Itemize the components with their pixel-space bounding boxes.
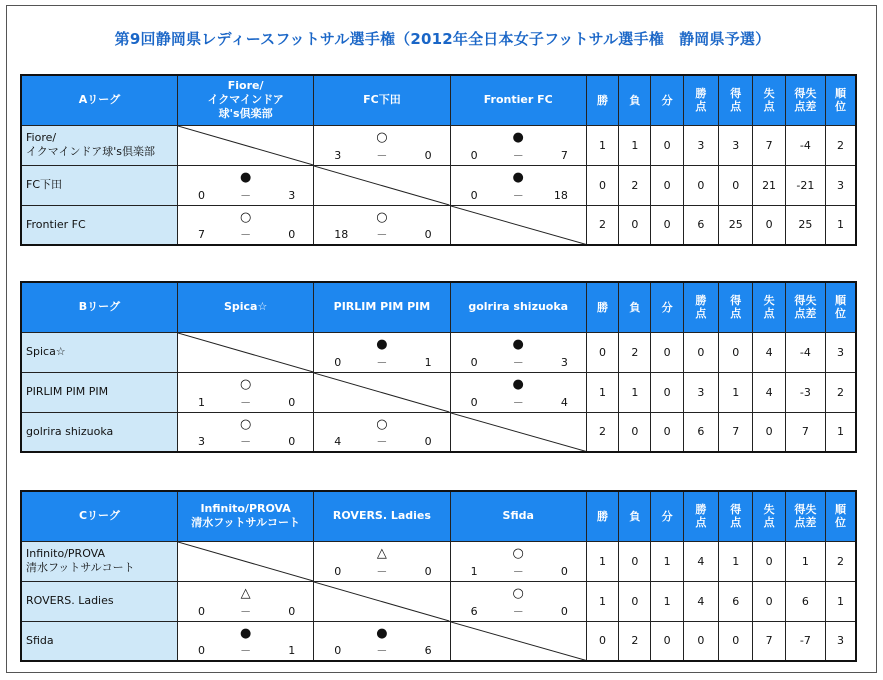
stat-value: 4 (753, 372, 785, 412)
stat-value: 4 (753, 332, 785, 372)
stat-value: 1 (785, 541, 825, 581)
self-match-cell (450, 205, 586, 245)
stat-value: 0 (619, 412, 651, 452)
stat-value: 7 (753, 125, 785, 165)
stat-value: 6 (785, 581, 825, 621)
score-for: 3 (197, 435, 205, 448)
loss-mark-icon: ● (512, 129, 524, 145)
stat-value: 2 (826, 372, 856, 412)
league-table-2 (20, 281, 857, 453)
win-mark-icon: ○ (512, 585, 524, 601)
column-team-header: golrira shizuoka (450, 282, 586, 332)
stat-header: 勝 点 (683, 282, 718, 332)
column-team-header: Infinito/PROVA 清水フットサルコート (177, 491, 313, 541)
table-row (21, 621, 856, 661)
stat-value: 0 (651, 412, 683, 452)
score-for: 3 (334, 148, 342, 162)
stat-value: 6 (683, 205, 718, 245)
stat-value: 25 (719, 205, 753, 245)
stat-value: 0 (719, 621, 753, 661)
stat-value: 7 (785, 412, 825, 452)
match-result-cell (177, 372, 313, 412)
stat-header: 順 位 (826, 491, 856, 541)
score-for: 0 (334, 564, 342, 578)
score-dash: － (512, 148, 524, 162)
stat-value: -7 (785, 621, 825, 661)
score-dash: － (240, 435, 252, 448)
score-against: 0 (560, 564, 568, 578)
stat-value: 0 (586, 621, 618, 661)
score-against: 18 (553, 188, 568, 202)
stat-header: 得失 点差 (785, 282, 825, 332)
loss-mark-icon: ● (512, 169, 524, 185)
stat-value: 1 (586, 125, 618, 165)
stat-header: 勝 (586, 75, 618, 125)
team-name: ROVERS. Ladies (21, 581, 177, 621)
score-for: 0 (197, 604, 205, 618)
score-against: 1 (288, 644, 296, 657)
stat-value: 0 (651, 125, 683, 165)
score-for: 0 (197, 188, 205, 202)
score-dash: － (512, 564, 524, 578)
loss-mark-icon: ● (239, 625, 252, 641)
stat-value: 2 (826, 125, 856, 165)
match-result-cell (177, 621, 313, 661)
self-match-cell (177, 332, 313, 372)
stat-value: 0 (753, 205, 785, 245)
stat-header: 得失 点差 (785, 75, 825, 125)
stat-value: 0 (651, 621, 683, 661)
diagonal-line (178, 126, 313, 165)
stat-value: 7 (753, 621, 785, 661)
stat-value: 0 (719, 332, 753, 372)
stat-header: 分 (651, 75, 683, 125)
stat-value: 1 (619, 125, 651, 165)
team-name: FC下田 (21, 165, 177, 205)
stat-value: 1 (826, 581, 856, 621)
stat-value: 3 (826, 332, 856, 372)
table-row (21, 125, 856, 165)
stat-header: 勝 (586, 491, 618, 541)
stat-value: 0 (753, 581, 785, 621)
loss-mark-icon: ● (239, 169, 252, 185)
league-table-1 (20, 74, 857, 246)
table-row (21, 332, 856, 372)
match-result-cell (450, 125, 586, 165)
stat-value: 4 (683, 581, 718, 621)
win-mark-icon: ○ (376, 129, 388, 145)
score-for: 0 (470, 188, 478, 202)
self-match-cell (314, 165, 450, 205)
diagonal-line (178, 333, 313, 372)
league-name: Aリーグ (21, 75, 177, 125)
score-for: 1 (470, 564, 478, 578)
stat-value: 3 (683, 372, 718, 412)
diagonal-line (314, 166, 449, 205)
win-mark-icon: ○ (376, 209, 388, 225)
stat-value: 0 (651, 332, 683, 372)
win-mark-icon: ○ (239, 209, 252, 225)
score-dash: － (512, 604, 524, 618)
score-against: 0 (424, 148, 432, 162)
stat-value: -21 (785, 165, 825, 205)
self-match-cell (177, 125, 313, 165)
match-result-cell (177, 205, 313, 245)
score-against: 3 (560, 355, 568, 369)
score-against: 0 (424, 228, 432, 241)
stat-value: 3 (683, 125, 718, 165)
score-dash: － (240, 395, 252, 409)
score-against: 7 (560, 148, 568, 162)
stat-header: 得 点 (719, 282, 753, 332)
stat-header: 得失 点差 (785, 491, 825, 541)
table-row (21, 541, 856, 581)
score-dash: － (376, 435, 388, 448)
team-name: Fiore/ イクマインドア球's倶楽部 (21, 125, 177, 165)
match-result-cell (314, 205, 450, 245)
match-result-cell (450, 372, 586, 412)
column-team-header: Sfida (450, 491, 586, 541)
page-title: 第9回静岡県レディースフットサル選手権（2012年全日本女子フットサル選手権 静岡県予選） (114, 30, 771, 48)
stat-header: 失 点 (753, 282, 785, 332)
loss-mark-icon: ● (512, 336, 524, 352)
loss-mark-icon: ● (376, 625, 388, 641)
diagonal-line (314, 373, 449, 412)
stat-header: 分 (651, 491, 683, 541)
stat-value: 0 (753, 412, 785, 452)
stat-header: 順 位 (826, 75, 856, 125)
league-name: Bリーグ (21, 282, 177, 332)
match-result-cell (314, 412, 450, 452)
score-dash: － (240, 188, 252, 202)
score-dash: － (240, 604, 252, 618)
stat-value: 0 (586, 165, 618, 205)
stat-value: 0 (753, 541, 785, 581)
score-dash: － (376, 355, 388, 369)
score-for: 7 (197, 228, 205, 241)
score-against: 0 (288, 395, 296, 409)
stat-value: -4 (785, 125, 825, 165)
team-name: golrira shizuoka (21, 412, 177, 452)
diagonal-line (314, 582, 449, 621)
self-match-cell (314, 372, 450, 412)
stat-value: 1 (586, 581, 618, 621)
stat-value: 0 (651, 165, 683, 205)
stat-header: 勝 点 (683, 491, 718, 541)
stat-value: 1 (719, 372, 753, 412)
stat-value: 1 (719, 541, 753, 581)
self-match-cell (177, 541, 313, 581)
team-name: PIRLIM PIM PIM (21, 372, 177, 412)
self-match-cell (450, 621, 586, 661)
score-dash: － (512, 395, 524, 409)
stat-value: -3 (785, 372, 825, 412)
draw-mark-icon: △ (376, 545, 387, 561)
score-against: 6 (424, 644, 432, 657)
stat-header: 順 位 (826, 282, 856, 332)
match-result-cell (450, 541, 586, 581)
stat-value: -4 (785, 332, 825, 372)
stat-header: 得 点 (719, 491, 753, 541)
win-mark-icon: ○ (239, 416, 252, 432)
column-team-header: Frontier FC (450, 75, 586, 125)
team-name: Frontier FC (21, 205, 177, 245)
score-dash: － (376, 644, 388, 657)
table-row (21, 581, 856, 621)
score-against: 3 (288, 188, 296, 202)
score-for: 0 (470, 355, 478, 369)
win-mark-icon: ○ (239, 376, 252, 392)
column-team-header: Spica☆ (177, 282, 313, 332)
loss-mark-icon: ● (376, 336, 388, 352)
stat-value: 6 (683, 412, 718, 452)
match-result-cell (450, 165, 586, 205)
win-mark-icon: ○ (376, 416, 388, 432)
league-name: Cリーグ (21, 491, 177, 541)
stat-header: 勝 (586, 282, 618, 332)
stat-value: 1 (586, 372, 618, 412)
league-table-3 (20, 490, 857, 662)
score-for: 0 (334, 355, 342, 369)
stat-header: 負 (619, 491, 651, 541)
stat-value: 0 (651, 205, 683, 245)
stat-value: 7 (719, 412, 753, 452)
self-match-cell (314, 581, 450, 621)
match-result-cell (314, 621, 450, 661)
table-row (21, 165, 856, 205)
stat-header: 勝 点 (683, 75, 718, 125)
stat-value: 0 (719, 165, 753, 205)
loss-mark-icon: ● (512, 376, 524, 392)
stat-header: 失 点 (753, 491, 785, 541)
score-against: 0 (424, 435, 432, 448)
team-name: Spica☆ (21, 332, 177, 372)
match-result-cell (314, 125, 450, 165)
stat-value: 0 (651, 372, 683, 412)
match-result-cell (177, 412, 313, 452)
score-against: 0 (424, 564, 432, 578)
win-mark-icon: ○ (512, 545, 524, 561)
stat-value: 6 (719, 581, 753, 621)
stat-value: 1 (651, 581, 683, 621)
draw-mark-icon: △ (240, 585, 251, 601)
stat-value: 4 (683, 541, 718, 581)
stat-value: 1 (619, 372, 651, 412)
diagonal-line (451, 206, 586, 245)
stat-header: 負 (619, 75, 651, 125)
stat-value: 0 (683, 621, 718, 661)
score-for: 18 (334, 228, 349, 241)
stat-value: 2 (619, 332, 651, 372)
match-result-cell (314, 541, 450, 581)
table-row (21, 372, 856, 412)
column-team-header: Fiore/ イクマインドア 球's倶楽部 (177, 75, 313, 125)
score-dash: － (240, 644, 252, 657)
score-for: 0 (470, 395, 478, 409)
stat-value: 1 (586, 541, 618, 581)
score-for: 0 (334, 644, 342, 657)
stat-header: 得 点 (719, 75, 753, 125)
stat-value: 25 (785, 205, 825, 245)
team-name: Sfida (21, 621, 177, 661)
stat-value: 3 (719, 125, 753, 165)
match-result-cell (450, 332, 586, 372)
score-dash: － (376, 564, 388, 578)
stat-value: 1 (826, 412, 856, 452)
match-result-cell (177, 165, 313, 205)
stat-value: 3 (826, 165, 856, 205)
column-team-header: ROVERS. Ladies (314, 491, 450, 541)
table-row (21, 205, 856, 245)
stat-value: 3 (826, 621, 856, 661)
score-dash: － (376, 148, 388, 162)
diagonal-line (451, 622, 586, 661)
self-match-cell (450, 412, 586, 452)
match-result-cell (450, 581, 586, 621)
stat-value: 0 (586, 332, 618, 372)
stat-value: 21 (753, 165, 785, 205)
stat-value: 2 (586, 412, 618, 452)
stat-value: 2 (586, 205, 618, 245)
column-team-header: PIRLIM PIM PIM (314, 282, 450, 332)
stat-value: 0 (683, 165, 718, 205)
stat-header: 負 (619, 282, 651, 332)
score-dash: － (240, 228, 252, 241)
diagonal-line (178, 542, 313, 581)
team-name: Infinito/PROVA 清水フットサルコート (21, 541, 177, 581)
score-dash: － (376, 228, 388, 241)
stat-value: 2 (619, 165, 651, 205)
stat-value: 0 (619, 205, 651, 245)
score-dash: － (512, 355, 524, 369)
score-for: 0 (197, 644, 205, 657)
stat-value: 0 (619, 541, 651, 581)
score-against: 1 (424, 355, 432, 369)
score-for: 6 (470, 604, 478, 618)
stat-value: 1 (651, 541, 683, 581)
column-team-header: FC下田 (314, 75, 450, 125)
score-against: 0 (288, 228, 296, 241)
stat-value: 2 (619, 621, 651, 661)
stat-value: 2 (826, 541, 856, 581)
table-row (21, 412, 856, 452)
score-for: 0 (470, 148, 478, 162)
score-against: 0 (288, 435, 296, 448)
stat-header: 失 点 (753, 75, 785, 125)
score-for: 1 (197, 395, 205, 409)
score-against: 0 (560, 604, 568, 618)
score-against: 4 (560, 395, 568, 409)
stat-value: 0 (683, 332, 718, 372)
stat-header: 分 (651, 282, 683, 332)
match-result-cell (177, 581, 313, 621)
score-for: 4 (334, 435, 342, 448)
match-result-cell (314, 332, 450, 372)
stat-value: 0 (619, 581, 651, 621)
score-against: 0 (288, 604, 296, 618)
score-dash: － (512, 188, 524, 202)
stat-value: 1 (826, 205, 856, 245)
diagonal-line (451, 413, 586, 452)
